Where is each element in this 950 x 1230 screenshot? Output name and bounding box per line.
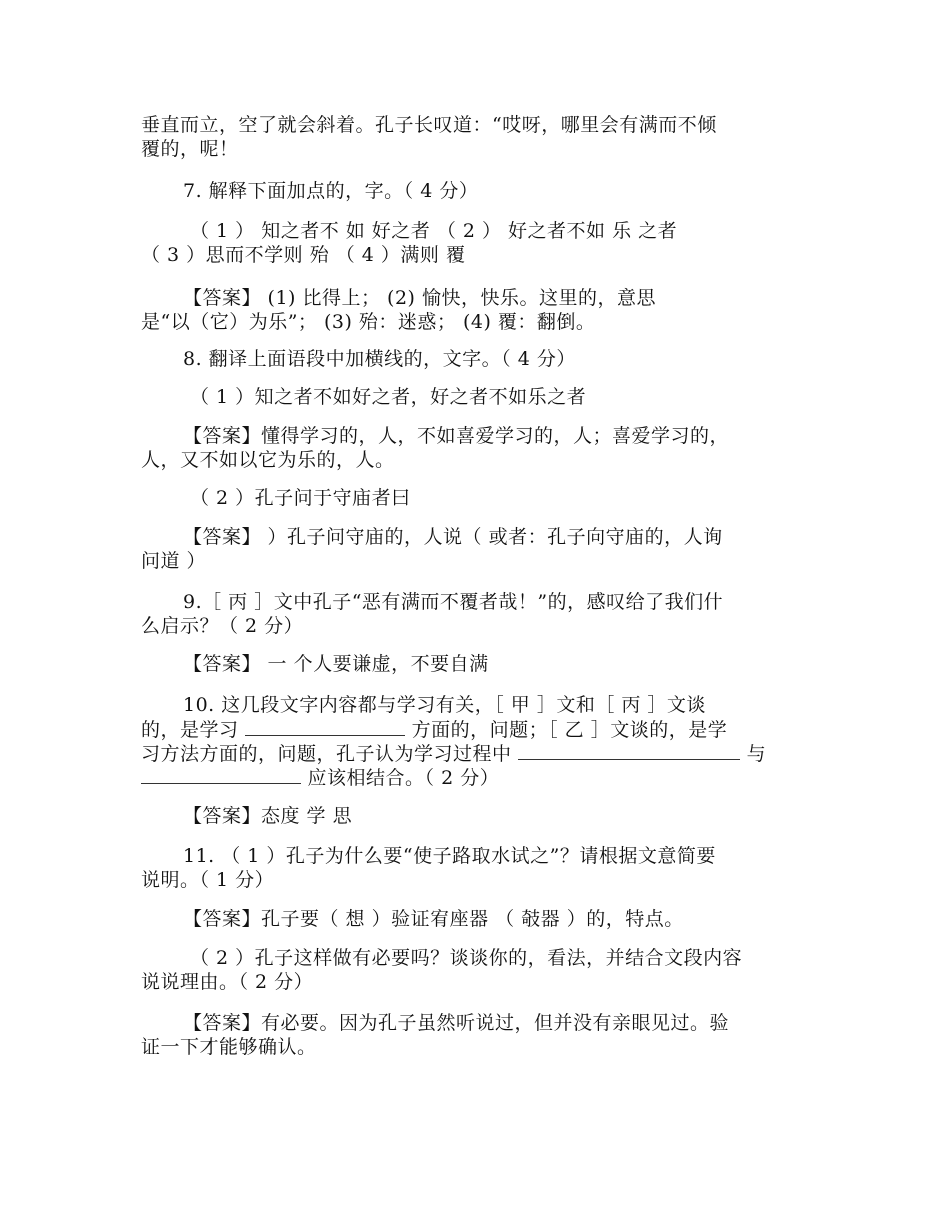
question-10-text: 方面的，问题；［ 乙 ］文谈的，是学: [411, 719, 728, 741]
answer-7-cont: 是“以（它）为乐”； (3) 殆：迷惑； (4) 覆：翻倒。: [141, 311, 596, 333]
answer-11-1: 【答案】孔子要（ 想 ）验证宥座器 （ 攲器 ）的，特点。: [183, 908, 684, 930]
question-10-text: 应该相结合。（ 2 分）: [307, 767, 500, 789]
question-11-1-cont: 说明。（ 1 分）: [141, 869, 275, 891]
answer-10: 【答案】态度 学 思: [183, 805, 353, 827]
question-10: 10. 这几段文字内容都与学习有关，［ 甲 ］文和［ 丙 ］文谈: [183, 694, 706, 716]
answer-8-2-cont: 问道 ）: [141, 550, 207, 572]
question-11-2: （ 2 ）孔子这样做有必要吗？谈谈你的，看法，并结合文段内容: [190, 947, 743, 969]
fill-in-blank: [245, 717, 405, 736]
question-10-line-4: [141, 765, 821, 791]
question-8: 8. 翻译上面语段中加横线的，文字。（ 4 分）: [183, 348, 576, 370]
question-8-part-2: （ 2 ）孔子问于守庙者曰: [190, 487, 411, 509]
question-10-line-3: [141, 741, 821, 767]
question-10-text: 的，是学习: [141, 719, 239, 741]
question-11-1: 11. （ 1 ）孔子为什么要“使子路取水试之”？请根据文意简要: [183, 845, 716, 867]
answer-11-2: 【答案】有必要。因为孔子虽然听说过，但并没有亲眼见过。验: [183, 1012, 730, 1034]
question-7-items-a: （ 1 ） 知之者不 如 好之者 （ 2 ） 好之者不如 乐 之者: [190, 220, 678, 242]
question-10-line-2: [141, 717, 821, 743]
question-11-2-cont: 说说理由。（ 2 分）: [141, 971, 314, 993]
answer-8-1-cont: 人，又不如以它为乐的，人。: [141, 449, 395, 471]
question-7-items-b: （ 3 ）思而不学则 殆 （ 4 ）满则 覆: [141, 244, 466, 266]
answer-8-1: 【答案】懂得学习的，人，不如喜爱学习的，人；喜爱学习的，: [183, 425, 730, 447]
answer-9: 【答案】 一 个人要谦虚，不要自满: [183, 653, 489, 675]
text-line: 覆的，呢！: [141, 138, 239, 160]
question-9: 9.［ 丙 ］文中孔子“恶有满而不覆者哉！”的，感叹给了我们什: [183, 591, 724, 613]
answer-8-2: 【答案】 ）孔子问守庙的，人说（ 或者：孔子向守庙的，人询: [183, 526, 723, 548]
question-10-text: 与: [746, 743, 767, 765]
answer-7: 【答案】 (1) 比得上； (2) 愉快，快乐。这里的，意思: [183, 287, 656, 309]
answer-11-2-cont: 证一下才能够确认。: [141, 1036, 317, 1058]
question-7: 7. 解释下面加点的，字。（ 4 分）: [183, 180, 479, 202]
fill-in-blank: [141, 765, 301, 784]
question-9-cont: 么启示？（ 2 分）: [141, 615, 304, 637]
question-10-text: 习方法方面的，问题，孔子认为学习过程中: [141, 743, 512, 765]
question-8-part-1: （ 1 ）知之者不如好之者，好之者不如乐之者: [190, 386, 587, 408]
text-line: 垂直而立，空了就会斜着。孔子长叹道：“哎呀，哪里会有满而不倾: [141, 114, 717, 136]
fill-in-blank: [518, 741, 740, 760]
